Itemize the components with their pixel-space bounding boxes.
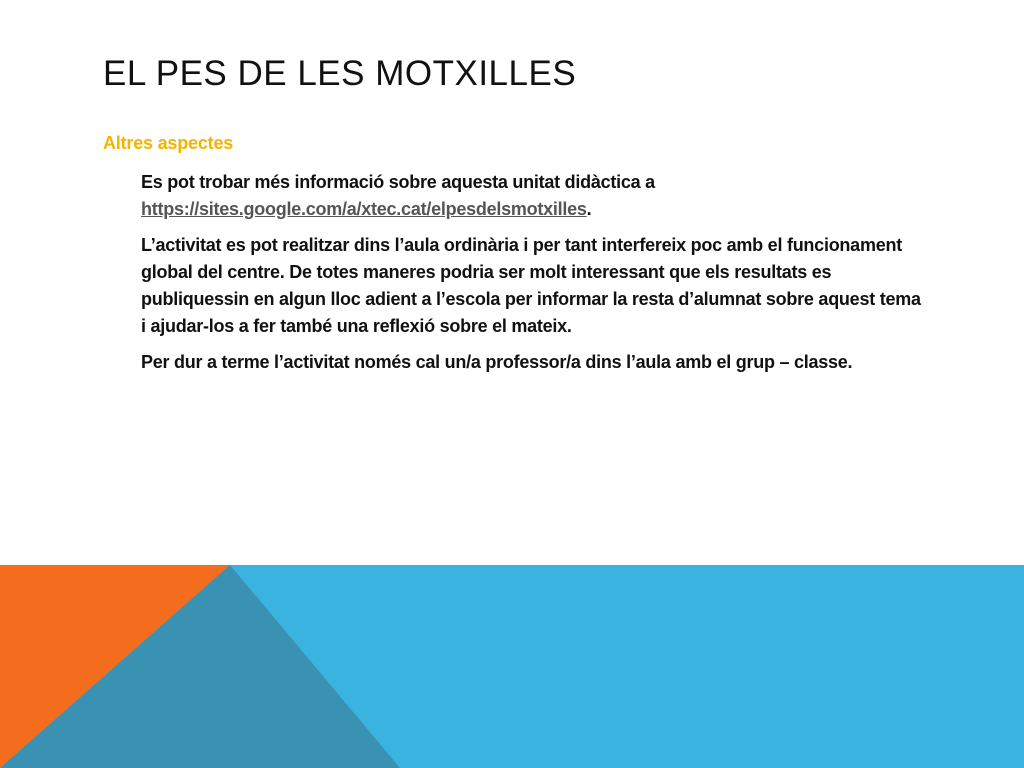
paragraph-more-info-text: Es pot trobar més informació sobre aquesta unitat didàctica a [141,172,655,192]
paragraph-more-info-period: . [586,199,592,219]
section-subtitle: Altres aspectes [103,133,234,153]
paragraph-activity-location: L’activitat es pot realitzar dins l’aula ordinària i per tant interfereix poc amb el funcionament global del centre. De totes maneres podria ser molt interessant que els resultats es publiquessin en algun lloc adient a l’escola per informar la resta d’alumnat sobre aquest tema i ajudar-los a fer també una reflexió sobre el mateix. [141,235,921,336]
paragraph-more-info [141,169,923,223]
slide-content [103,131,923,385]
slide-title: EL PES DE LES MOTXILLES [103,54,577,93]
sites-link[interactable]: https://sites.google.com/a/xtec.cat/elpesdelsmotxilles [141,199,587,219]
decorative-band [0,565,1024,768]
paragraph-staff-requirement: Per dur a terme l’activitat només cal un/a professor/a dins l’aula amb el grup – classe. [141,352,853,372]
